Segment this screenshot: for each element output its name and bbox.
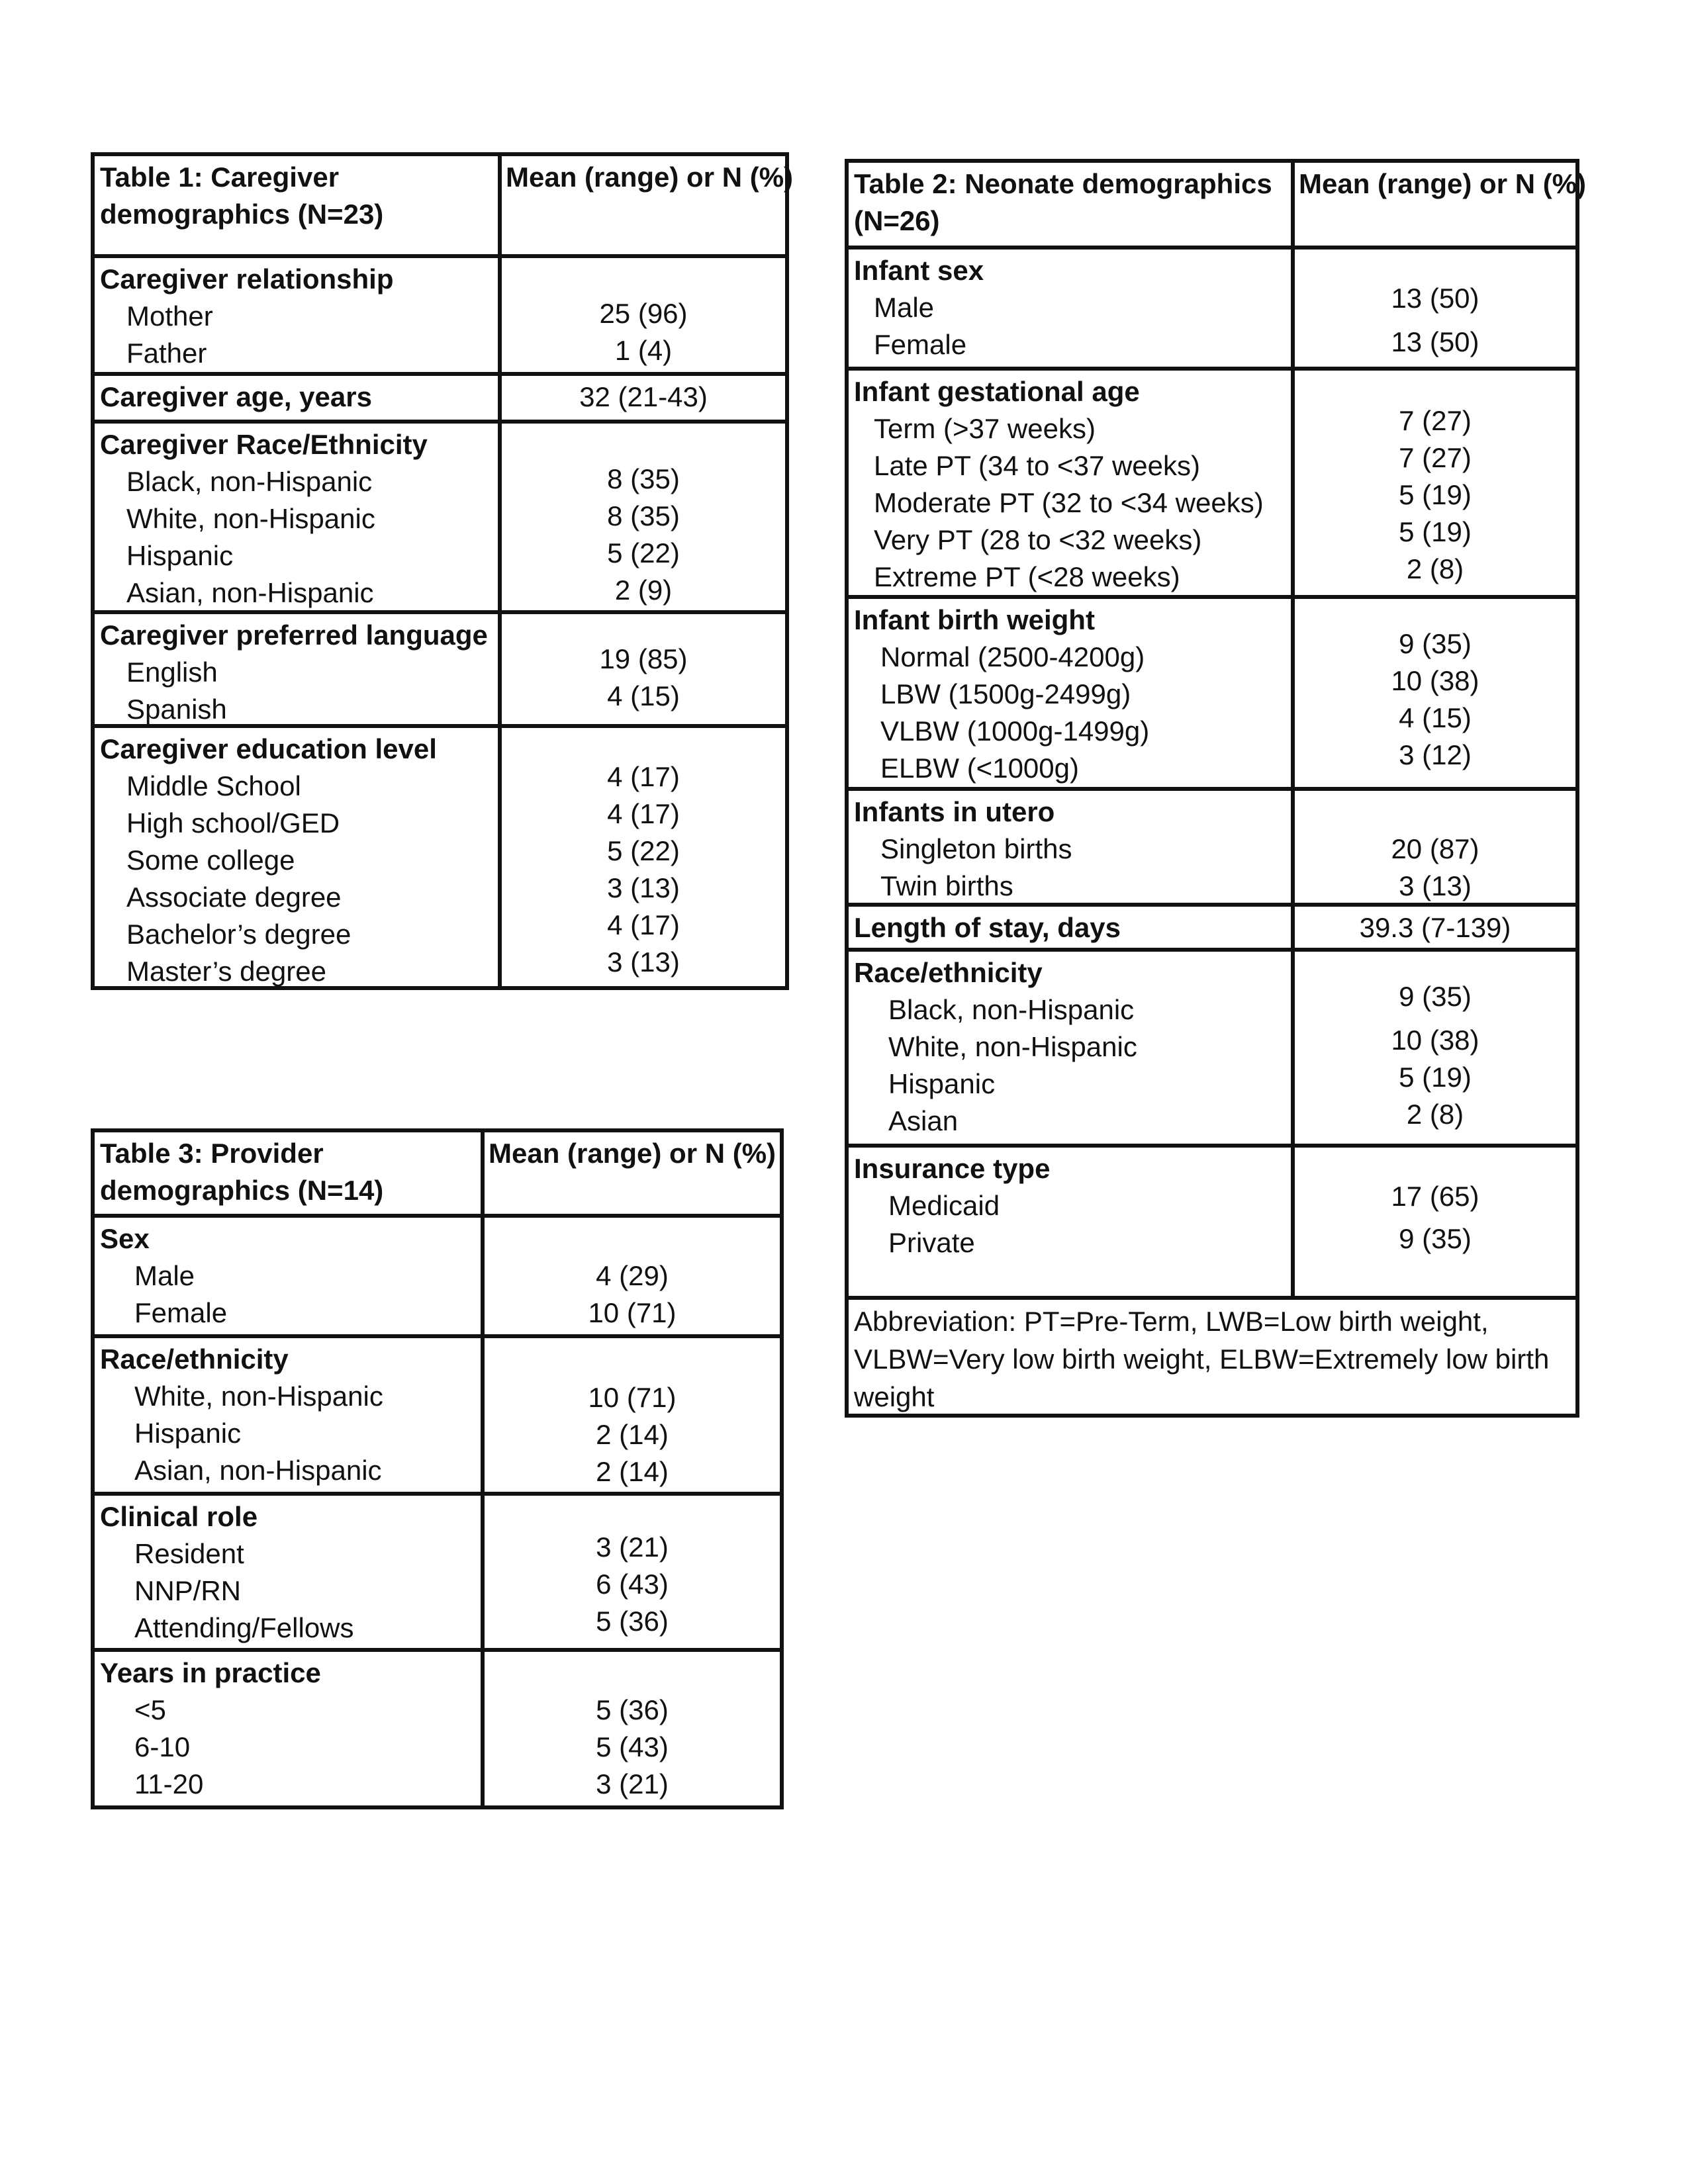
table-1-group-education-level [95, 724, 785, 986]
group-label: Caregiver education level [100, 733, 437, 764]
row-value: 3 (21) [596, 1768, 669, 1799]
row-value: 7 (27) [1399, 405, 1472, 436]
table-1-title: Table 1: Caregiver demographics (N=23) [100, 161, 384, 230]
row-value: 9 (35) [1399, 981, 1472, 1012]
row-label: Asian, non-Hispanic [126, 577, 374, 608]
row-label: Term (>37 weeks) [874, 413, 1096, 444]
row-label: VLBW (1000g-1499g) [880, 715, 1150, 747]
row-value: 10 (38) [1391, 665, 1479, 696]
table-2-header-row [849, 163, 1587, 246]
row-value: 8 (35) [607, 500, 680, 531]
row-label: Bachelor’s degree [126, 919, 352, 950]
group-label: Clinical role [100, 1501, 258, 1532]
table-2-group-insurance-type [849, 1144, 1575, 1296]
group-label: Length of stay, days [854, 912, 1121, 943]
row-value: 2 (14) [596, 1419, 669, 1450]
row-value: 13 (50) [1391, 326, 1479, 357]
row-label: Master’s degree [126, 956, 326, 987]
row-label: Medicaid [888, 1190, 1000, 1221]
row-label: Asian [888, 1105, 959, 1136]
group-label: Insurance type [854, 1153, 1051, 1184]
row-value: 13 (50) [1391, 283, 1479, 314]
row-label: Female [874, 329, 967, 360]
row-label: Associate degree [126, 882, 342, 913]
row-value: 5 (36) [596, 1606, 669, 1637]
row-value: 5 (22) [607, 537, 680, 569]
row-label: Attending/Fellows [134, 1612, 354, 1643]
table-2-group-race-ethnicity [849, 948, 1575, 1144]
table-3-group-race-ethnicity [95, 1334, 780, 1492]
group-label: Years in practice [100, 1657, 321, 1688]
table-2-footnote-row [849, 1296, 1575, 1414]
row-label: 11-20 [134, 1768, 204, 1799]
row-label: Asian, non-Hispanic [134, 1455, 382, 1486]
row-label: Spanish [126, 694, 227, 725]
row-value: 5 (22) [607, 835, 680, 866]
group-label: Caregiver preferred language [100, 619, 488, 651]
row-label: Private [888, 1227, 975, 1258]
row-value: 25 (96) [599, 298, 688, 329]
row-value: 3 (13) [607, 872, 680, 903]
row-value: 5 (19) [1399, 516, 1472, 547]
row-label: Singleton births [880, 833, 1072, 864]
row-label: Male [874, 292, 935, 323]
row-label: English [126, 657, 218, 688]
row-value: 3 (12) [1399, 739, 1472, 770]
row-value: 10 (71) [588, 1297, 677, 1328]
row-value: 6 (43) [596, 1569, 669, 1600]
row-label: White, non-Hispanic [126, 503, 375, 534]
row-value: 4 (15) [607, 680, 680, 711]
row-value: 2 (8) [1406, 1099, 1464, 1130]
row-value: 20 (87) [1391, 833, 1479, 864]
row-label: 6-10 [134, 1731, 191, 1762]
row-value: 4 (17) [607, 909, 680, 940]
table-3-group-clinical-role [95, 1492, 780, 1648]
row-value: 10 (38) [1391, 1024, 1479, 1056]
table-1-group-caregiver-age [95, 372, 785, 420]
row-label: NNP/RN [134, 1575, 242, 1606]
table-1-caregiver-demographics [91, 152, 794, 990]
row-label: Twin births [880, 870, 1013, 901]
row-label: Black, non-Hispanic [126, 466, 373, 497]
row-value: 2 (14) [596, 1456, 669, 1487]
row-label: Female [134, 1297, 228, 1328]
group-label: Infant gestational age [854, 376, 1140, 407]
table-2-neonate-demographics [845, 159, 1587, 1418]
row-label: Hispanic [888, 1068, 996, 1099]
row-value: 4 (17) [607, 798, 680, 829]
row-value: 7 (27) [1399, 442, 1472, 473]
row-label: Middle School [126, 770, 301, 801]
row-value: 10 (71) [588, 1382, 677, 1413]
row-label: High school/GED [126, 807, 340, 839]
table-3-column-header: Mean (range) or N (%) [481, 1132, 780, 1214]
row-value: 5 (36) [596, 1694, 669, 1725]
row-label: Resident [134, 1538, 244, 1569]
row-value: 2 (9) [614, 574, 673, 606]
table-3-title: Table 3: Provider demographics (N=14) [100, 1138, 384, 1206]
row-label: Extreme PT (<28 weeks) [874, 561, 1180, 592]
table-3-group-years-in-practice [95, 1648, 780, 1805]
group-label: Infants in utero [854, 796, 1055, 827]
table-1-group-caregiver-relationship [95, 254, 785, 372]
table-1-column-header: Mean (range) or N (%) [498, 156, 785, 254]
row-label: Normal (2500-4200g) [880, 641, 1145, 672]
group-label: Infant birth weight [854, 604, 1095, 635]
row-value: 9 (35) [1399, 1223, 1472, 1254]
row-label: ELBW (<1000g) [880, 752, 1079, 784]
row-value: 3 (13) [1399, 870, 1472, 901]
table-2-group-length-of-stay [849, 903, 1575, 948]
row-label: White, non-Hispanic [134, 1381, 383, 1412]
group-label: Race/ethnicity [100, 1343, 289, 1375]
table-2-title: Table 2: Neonate demographics (N=26) [854, 168, 1272, 236]
table-3-header-row [95, 1132, 780, 1214]
row-value: 4 (29) [596, 1260, 669, 1291]
row-value: 19 (85) [599, 643, 688, 674]
group-label: Caregiver Race/Ethnicity [100, 429, 428, 460]
row-value: 4 (15) [1399, 702, 1472, 733]
row-label: Moderate PT (32 to <34 weeks) [874, 487, 1264, 518]
row-label: Mother [126, 300, 213, 332]
group-label: Caregiver age, years [100, 381, 372, 412]
group-label: Infant sex [854, 255, 984, 286]
table-1-group-preferred-language [95, 610, 785, 724]
table-2-column-header: Mean (range) or N (%) [1291, 163, 1575, 246]
row-label: LBW (1500g-2499g) [880, 678, 1131, 709]
row-label: White, non-Hispanic [888, 1031, 1137, 1062]
row-label: Some college [126, 844, 295, 876]
table-1-group-caregiver-race [95, 420, 785, 610]
row-label: Father [126, 338, 207, 369]
row-value: 5 (43) [596, 1731, 669, 1762]
table-3-group-sex [95, 1214, 780, 1334]
row-label: Late PT (34 to <37 weeks) [874, 450, 1201, 481]
row-value: 5 (19) [1399, 479, 1472, 510]
table-2-abbreviation-note: Abbreviation: PT=Pre-Term, LWB=Low birth weight, VLBW=Very low birth weight, ELBW=Extremely low birth weight [854, 1306, 1550, 1412]
table-3-provider-demographics [91, 1128, 784, 1809]
row-label: Hispanic [126, 540, 234, 571]
table-1-header-row [95, 156, 794, 254]
table-2-group-birth-weight [849, 595, 1575, 787]
group-label: Sex [100, 1223, 150, 1254]
row-label: Very PT (28 to <32 weeks) [874, 524, 1202, 555]
table-2-group-infant-sex [849, 246, 1575, 367]
group-label: Caregiver relationship [100, 263, 394, 295]
row-label: Male [134, 1260, 195, 1291]
row-label: Hispanic [134, 1418, 242, 1449]
row-value: 39.3 (7-139) [1359, 912, 1511, 943]
row-value: 2 (8) [1406, 553, 1464, 584]
table-2-group-gestational-age [849, 367, 1575, 595]
row-value: 32 (21-43) [579, 381, 708, 412]
row-value: 4 (17) [607, 761, 680, 792]
row-label: <5 [134, 1694, 166, 1725]
group-label: Race/ethnicity [854, 957, 1043, 988]
row-value: 3 (13) [607, 946, 680, 978]
row-value: 17 (65) [1391, 1181, 1479, 1212]
row-value: 1 (4) [614, 335, 673, 366]
row-value: 8 (35) [607, 463, 680, 494]
row-value: 3 (21) [596, 1531, 669, 1563]
table-2-group-infants-in-utero [849, 787, 1575, 903]
row-value: 9 (35) [1399, 628, 1472, 659]
row-label: Black, non-Hispanic [888, 994, 1135, 1025]
row-value: 5 (19) [1399, 1062, 1472, 1093]
